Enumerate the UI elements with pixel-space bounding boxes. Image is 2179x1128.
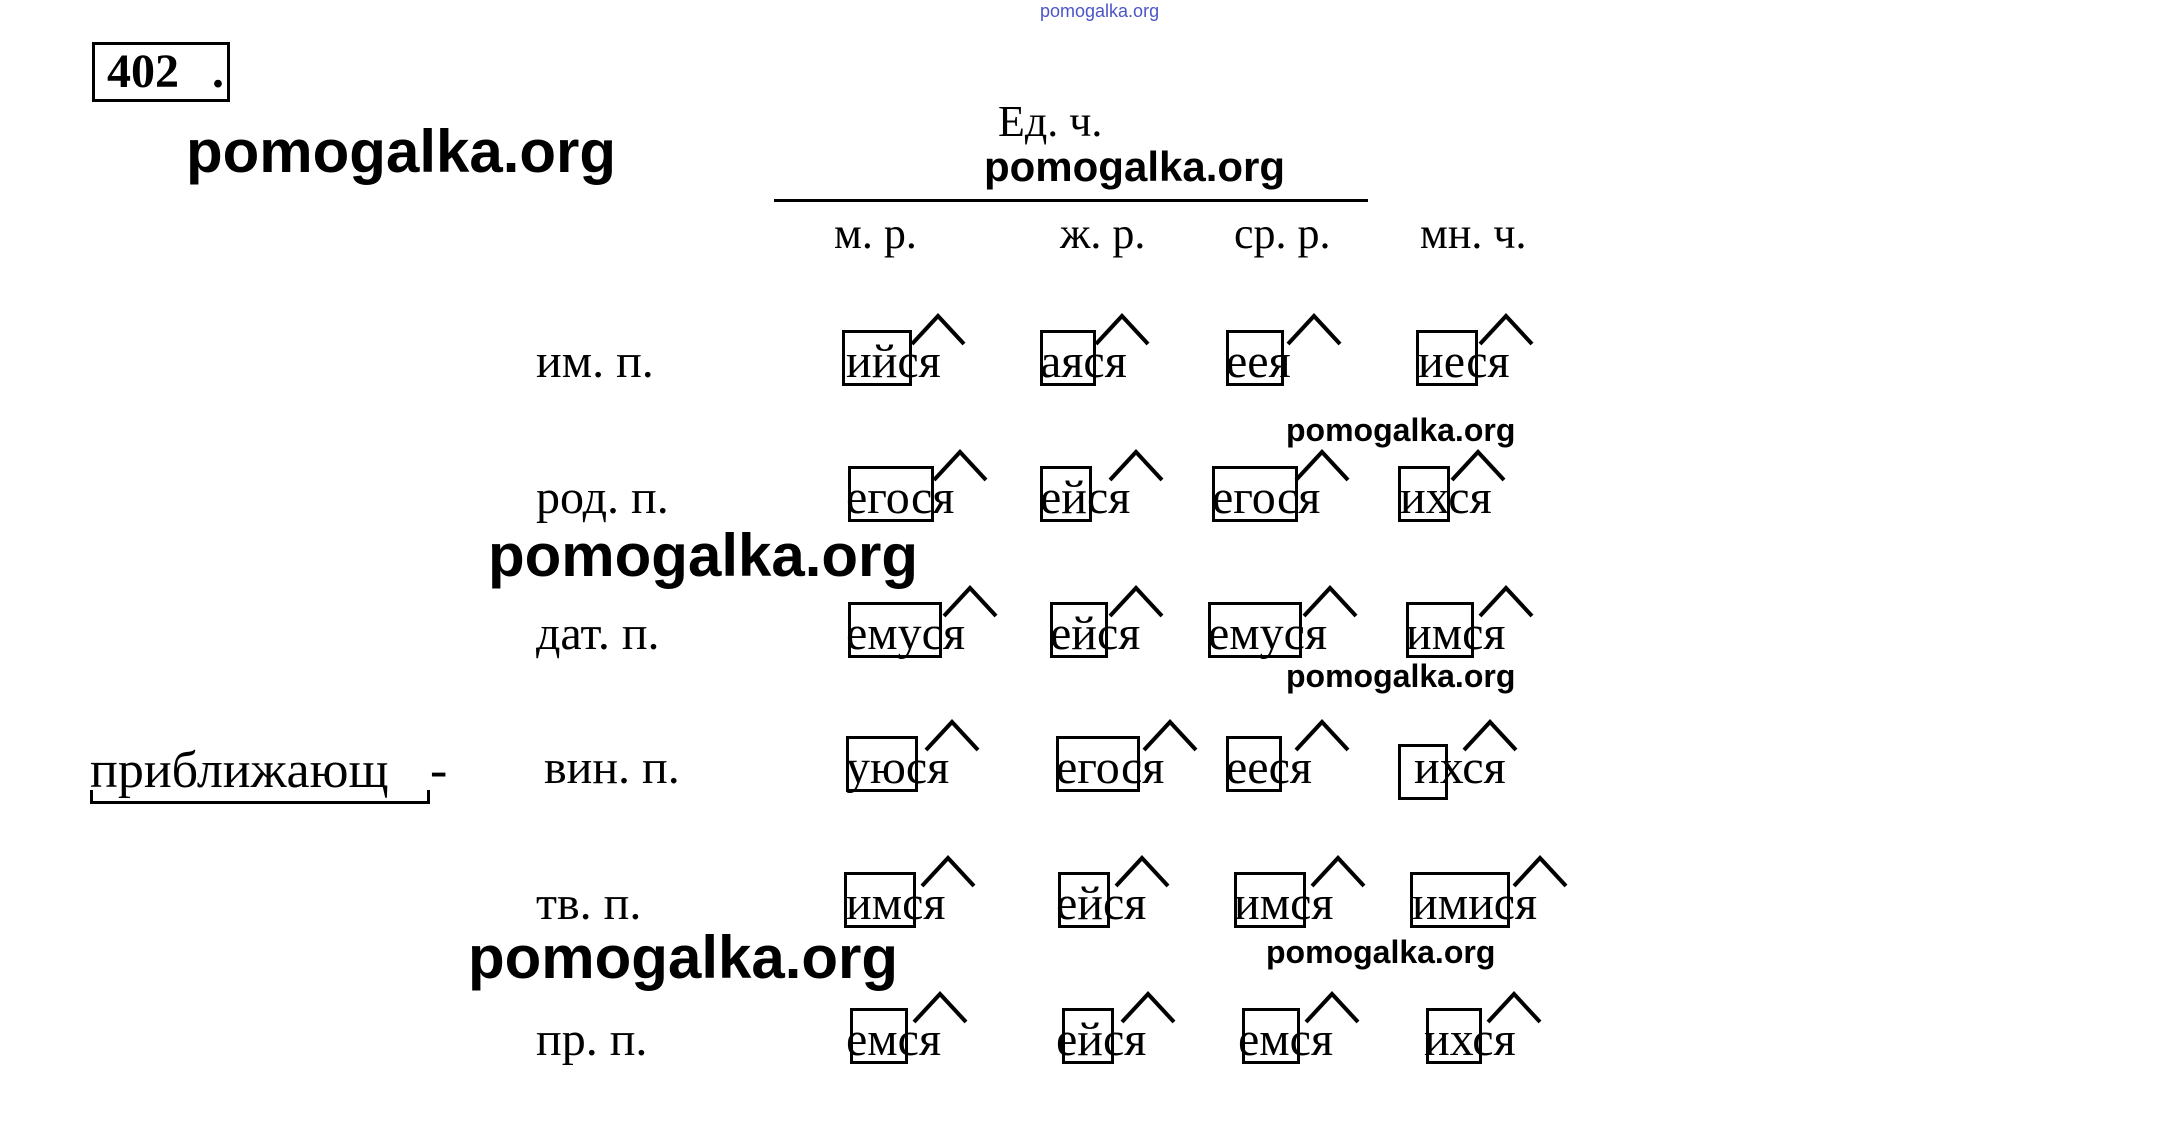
ending-neuter: емуся bbox=[1208, 607, 1328, 660]
ending-plural: имся bbox=[1406, 607, 1506, 660]
suffix-mark bbox=[1092, 312, 1152, 346]
ending-plural: ихся bbox=[1424, 1013, 1516, 1066]
suffix-mark bbox=[1118, 990, 1178, 1024]
case-label: род. п. bbox=[536, 471, 669, 524]
case-label: вин. п. bbox=[544, 741, 680, 794]
watermark: pomogalka.org bbox=[488, 522, 919, 589]
ending-plural: ихся bbox=[1414, 741, 1506, 794]
ending-box bbox=[1040, 466, 1092, 522]
ending-box bbox=[1398, 744, 1448, 800]
suffix-mark bbox=[1140, 718, 1200, 752]
suffix-mark bbox=[1106, 584, 1166, 618]
ending-box bbox=[848, 602, 942, 658]
ending-box bbox=[1426, 1008, 1482, 1064]
ending-neuter: егося bbox=[1212, 471, 1321, 524]
ending-box bbox=[1208, 602, 1302, 658]
suffix-mark bbox=[1106, 448, 1166, 482]
ending-box bbox=[1050, 602, 1108, 658]
header-feminine: ж. р. bbox=[1060, 209, 1146, 258]
suffix-mark bbox=[1112, 854, 1172, 888]
suffix-mark bbox=[940, 584, 1000, 618]
ending-box bbox=[848, 466, 934, 522]
watermark-top: pomogalka.org bbox=[1040, 1, 1160, 21]
case-label: дат. п. bbox=[536, 607, 660, 660]
watermark: pomogalka.org bbox=[1286, 412, 1516, 448]
ending-neuter: еeся bbox=[1226, 741, 1312, 794]
watermark: pomogalka.org bbox=[186, 118, 617, 185]
task-number-dot: . bbox=[212, 45, 224, 98]
ending-masculine: емся bbox=[846, 1013, 942, 1066]
ending-plural: имися bbox=[1412, 877, 1538, 930]
ending-box bbox=[1416, 330, 1478, 386]
ending-box bbox=[1226, 736, 1282, 792]
ending-box bbox=[1212, 466, 1298, 522]
header-singular: Ед. ч. bbox=[998, 97, 1103, 146]
word-stem: приближающ bbox=[90, 742, 389, 799]
ending-box bbox=[1410, 872, 1510, 928]
ending-box bbox=[1058, 872, 1110, 928]
ending-masculine: ийся bbox=[846, 335, 941, 388]
ending-box bbox=[1398, 466, 1450, 522]
suffix-mark bbox=[1292, 448, 1352, 482]
header-plural: мн. ч. bbox=[1420, 209, 1527, 258]
header-divider bbox=[774, 199, 1368, 202]
ending-neuter: емся bbox=[1238, 1013, 1334, 1066]
ending-feminine: ейся bbox=[1056, 1013, 1147, 1066]
ending-box bbox=[1062, 1008, 1114, 1064]
ending-masculine: емуся bbox=[846, 607, 966, 660]
case-label: им. п. bbox=[536, 335, 654, 388]
ending-box bbox=[1040, 330, 1096, 386]
suffix-mark bbox=[908, 312, 968, 346]
ending-box bbox=[1406, 602, 1474, 658]
suffix-mark bbox=[1302, 990, 1362, 1024]
ending-box bbox=[850, 1008, 908, 1064]
ending-masculine: имся bbox=[846, 877, 946, 930]
suffix-mark bbox=[1510, 854, 1570, 888]
watermark: pomogalka.org bbox=[1266, 934, 1496, 970]
suffix-mark bbox=[1476, 584, 1536, 618]
ending-feminine: аяся bbox=[1040, 335, 1127, 388]
header-masculine: м. р. bbox=[834, 209, 917, 258]
watermark: pomogalka.org bbox=[984, 143, 1286, 190]
ending-box bbox=[844, 872, 916, 928]
suffix-mark bbox=[1308, 854, 1368, 888]
ending-plural: иеся bbox=[1418, 335, 1510, 388]
suffix-mark bbox=[1292, 718, 1352, 752]
ending-plural: ихся bbox=[1400, 471, 1492, 524]
suffix-mark bbox=[910, 990, 970, 1024]
ending-box bbox=[1226, 330, 1284, 386]
suffix-mark bbox=[1284, 312, 1344, 346]
header-neuter: ср. р. bbox=[1234, 209, 1331, 258]
ending-box bbox=[1234, 872, 1306, 928]
ending-feminine: ейся bbox=[1056, 877, 1147, 930]
ending-feminine: ейся bbox=[1050, 607, 1141, 660]
ending-feminine: ейся bbox=[1040, 471, 1131, 524]
case-label: пр. п. bbox=[536, 1013, 648, 1066]
suffix-mark bbox=[1476, 312, 1536, 346]
suffix-mark bbox=[1448, 448, 1508, 482]
watermark: pomogalka.org bbox=[1286, 658, 1516, 694]
task-number: 402 bbox=[92, 42, 230, 102]
ending-box bbox=[842, 330, 912, 386]
ending-box bbox=[846, 736, 918, 792]
ending-neuter: еея bbox=[1226, 335, 1291, 388]
case-label: тв. п. bbox=[536, 877, 642, 930]
suffix-mark bbox=[1484, 990, 1544, 1024]
suffix-mark bbox=[922, 718, 982, 752]
watermark: pomogalka.org bbox=[468, 924, 899, 991]
suffix-mark bbox=[918, 854, 978, 888]
ending-neuter: имся bbox=[1234, 877, 1334, 930]
ending-masculine: уюся bbox=[846, 741, 950, 794]
ending-feminine: егося bbox=[1056, 741, 1165, 794]
suffix-mark bbox=[1300, 584, 1360, 618]
ending-box bbox=[1056, 736, 1140, 792]
suffix-mark bbox=[1460, 718, 1520, 752]
stem-dash: - bbox=[430, 742, 448, 799]
stem-bracket bbox=[90, 790, 430, 804]
ending-masculine: егося bbox=[846, 471, 955, 524]
suffix-mark bbox=[930, 448, 990, 482]
ending-box bbox=[1242, 1008, 1300, 1064]
